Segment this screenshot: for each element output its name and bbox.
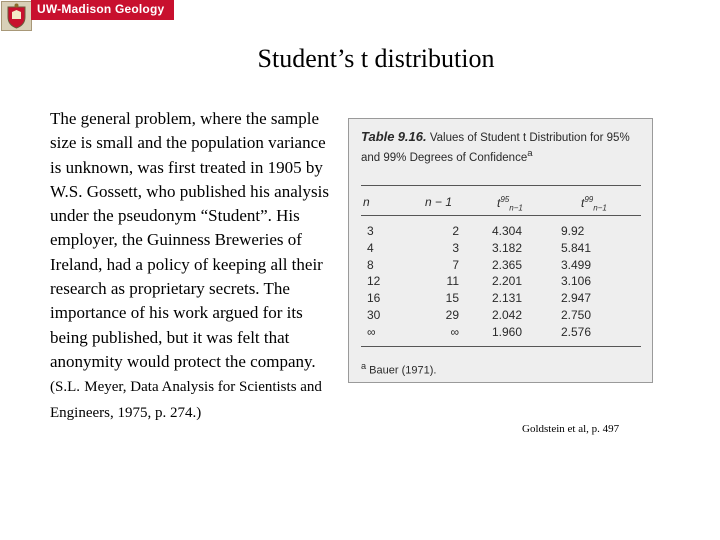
table-row xyxy=(349,258,654,274)
table-caption-label: Table xyxy=(361,129,395,144)
cell-n-minus-1: 15 xyxy=(445,291,459,306)
cell-n: 4 xyxy=(367,240,374,255)
cell-n-minus-1: 2 xyxy=(452,224,459,238)
footnote-text: Bauer (1971). xyxy=(369,364,437,377)
header-t95-sup: 95 xyxy=(500,195,510,204)
header-t99 xyxy=(581,195,607,212)
cell-n-minus-1: 11 xyxy=(446,274,459,289)
table-row xyxy=(349,241,654,257)
t-table-image xyxy=(348,118,653,383)
cell-t99: 3.106 xyxy=(561,274,592,289)
table-row xyxy=(349,224,654,240)
table-rule-bottom xyxy=(361,346,641,347)
header-bar xyxy=(0,0,720,35)
image-credit: Goldstein et al, p. 497 xyxy=(522,423,620,435)
cell-t95: 1.960 xyxy=(492,324,523,339)
table-caption xyxy=(361,129,646,166)
header-t99-sup: 99 xyxy=(584,195,594,204)
cell-t95: 2.365 xyxy=(492,257,523,272)
course-label: UW-Madison Geology 777 xyxy=(31,0,174,20)
cell-t99: 2.750 xyxy=(561,308,592,322)
cell-t95: 2.201 xyxy=(492,274,523,289)
table-row xyxy=(349,274,654,290)
table-row xyxy=(349,308,654,324)
cell-t95: 2.131 xyxy=(492,291,523,306)
header-t99-sub: n−1 xyxy=(593,203,607,213)
cell-n: 8 xyxy=(367,257,374,272)
cell-n: 3 xyxy=(367,224,374,238)
citation-text: Meyer, Data Analysis for Scientists and Engineers, 1975, p. 274.) xyxy=(50,379,322,421)
header-t95 xyxy=(497,195,523,212)
cell-n-minus-1: 29 xyxy=(445,308,459,322)
cell-t95: 3.182 xyxy=(492,240,523,255)
cell-t99: 2.947 xyxy=(561,291,592,306)
paragraph-text: The general problem, where the sample size is small and the population variance is unknown, was first treated in 1905 by W.S. Gossett, who published his analysis under the pseudonym “Student”. His employer, the Guinness Breweries of Ireland, had a policy of keeping all their research as proprietary secrets. The importance of his work argued for its being published, but it was felt that anonymity would protect the company. xyxy=(50,109,329,371)
university-crest-logo xyxy=(1,1,32,31)
body-paragraph xyxy=(50,107,340,425)
table-caption-text: Values of Student t Distribution for 95% and 99% Degrees of Confidence xyxy=(361,132,630,164)
slide-title: Student’s t distribution xyxy=(257,44,495,73)
cell-t99: 5.841 xyxy=(561,240,592,255)
header-n: n xyxy=(363,195,370,209)
cell-n-minus-1: 7 xyxy=(452,257,459,272)
cell-t99: 3.499 xyxy=(561,257,592,272)
cell-t95: 2.042 xyxy=(492,308,523,322)
cell-n: 12 xyxy=(367,274,381,289)
header-n-minus-1: n − 1 xyxy=(425,195,453,209)
table-rule-header xyxy=(361,215,641,216)
cell-n-minus-1: 3 xyxy=(452,240,459,255)
header-t95-symbol: t xyxy=(497,196,501,210)
cell-t95: 4.304 xyxy=(492,224,523,238)
table-row xyxy=(349,291,654,307)
table-footnote xyxy=(361,361,436,377)
header-t95-sub: n−1 xyxy=(509,203,523,213)
citation-inline: (S.L. xyxy=(50,379,80,396)
header-t99-symbol: t xyxy=(581,196,585,210)
caption-note-mark: a xyxy=(527,148,533,159)
table-rule-top xyxy=(361,185,641,186)
cell-n: 16 xyxy=(367,291,381,306)
cell-n: ∞ xyxy=(367,324,376,339)
cell-t99: 9.92 xyxy=(561,224,585,238)
footnote-mark: a xyxy=(361,361,367,371)
cell-n-minus-1: ∞ xyxy=(450,324,459,339)
table-row xyxy=(349,325,654,341)
cell-t99: 2.576 xyxy=(561,324,592,339)
cell-n: 30 xyxy=(367,308,381,322)
table-caption-number: 9.16. xyxy=(397,129,427,144)
